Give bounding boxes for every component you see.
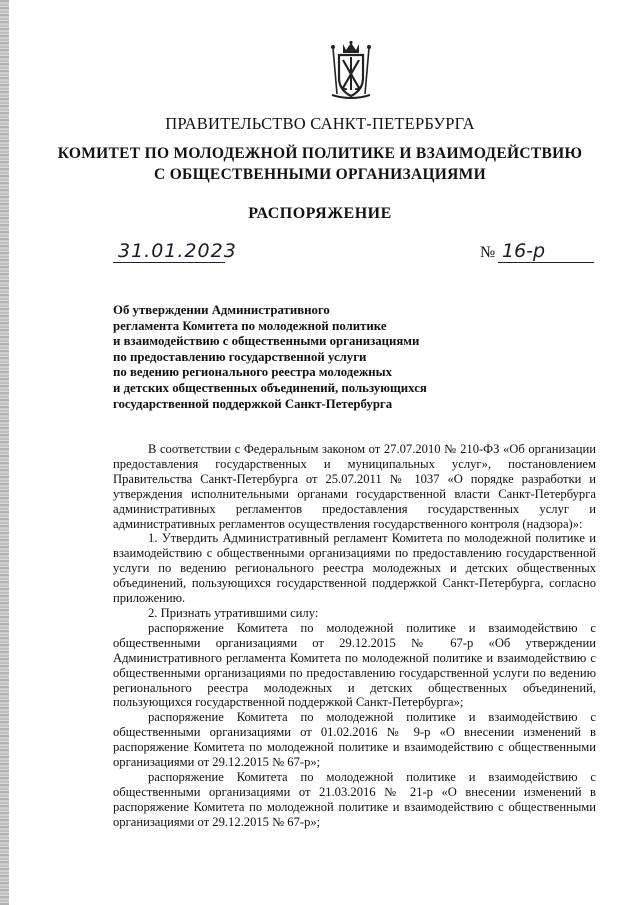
date-underline	[113, 262, 225, 263]
item-2-subparagraph-b: распоряжение Комитета по молодежной политике и взаимодействию с общественными организациями от 01.02.2016 № 9-р «О внесении изменений в распоряжение Комитета по молодежной политике и взаимодействию с общественными организациями от 29.12.2015 № 67-р»;	[113, 710, 596, 770]
item-1-paragraph: 1. Утвердить Административный регламент Комитета по молодежной политике и взаимодействию с общественными организациями по предоставлению государственной услуги по ведению регионального реестра молодежных и детских общественных объединений, пользующихся государственной поддержкой Санкт-Петербурга, согласно приложению.	[113, 531, 596, 606]
document-date: 31.01.2023	[118, 240, 237, 262]
item-2-paragraph: 2. Признать утратившими силу:	[148, 605, 319, 620]
subject-line: Об утверждении Административного	[113, 303, 330, 317]
subject-line: и взаимодействию с общественными организациями	[113, 334, 420, 349]
subject-line: государственной поддержкой Санкт-Петербурга	[113, 396, 393, 411]
spb-coat-of-arms-icon	[328, 40, 374, 100]
document-subject	[113, 303, 433, 412]
subject-line: по предоставлению государственной услуги	[113, 349, 367, 364]
document-number: 16-р	[502, 240, 546, 262]
item-2-subparagraph-a: распоряжение Комитета по молодежной политике и взаимодействию с общественными организациями от 29.12.2015 № 67-р «Об утверждении Административного регламента Комитета по молодежной политике и взаимодействию с общественными организациями по предоставлению государственной услуги по ведению регионального реестра молодежных и детских общественных объединений, пользующихся государственной поддержкой Санкт-Петербурга»;	[113, 620, 596, 710]
subject-line: по ведению регионального реестра молодежных	[113, 365, 392, 380]
government-name: ПРАВИТЕЛЬСТВО САНКТ-ПЕТЕРБУРГА	[165, 114, 475, 133]
document-body	[113, 442, 596, 830]
committee-name	[0, 143, 640, 185]
subject-line: и детских общественных объединений, пользующихся	[113, 380, 427, 395]
number-underline	[498, 262, 594, 263]
committee-name-line1: КОМИТЕТ ПО МОЛОДЕЖНОЙ ПОЛИТИКЕ И ВЗАИМОДЕЙСТВИЮ	[57, 145, 583, 162]
number-prefix: №	[480, 244, 496, 261]
document-type: РАСПОРЯЖЕНИЕ	[248, 205, 392, 222]
subject-line: регламента Комитета по молодежной политике	[113, 318, 387, 333]
scan-edge	[0, 0, 9, 905]
committee-name-line2: С ОБЩЕСТВЕННЫМИ ОРГАНИЗАЦИЯМИ	[154, 166, 486, 183]
preamble-paragraph: В соответствии с Федеральным законом от 27.07.2010 № 210-ФЗ «Об организации предоставления государственных и муниципальных услуг», постановлением Правительства Санкт-Петербурга от 25.07.2011 № 1037 «О порядке разработки и утверждения исполнительными органами государственной власти Санкт-Петербурга административных регламентов предоставления государственных услуг и административных регламентов осуществления государственного контроля (надзора)»:	[113, 442, 596, 531]
item-2-subparagraph-c: распоряжение Комитета по молодежной политике и взаимодействию с общественными организациями от 21.03.2016 № 21-р «О внесении изменений в распоряжение Комитета по молодежной политике и взаимодействию с общественными организациями от 29.12.2015 № 67-р»;	[113, 769, 596, 829]
